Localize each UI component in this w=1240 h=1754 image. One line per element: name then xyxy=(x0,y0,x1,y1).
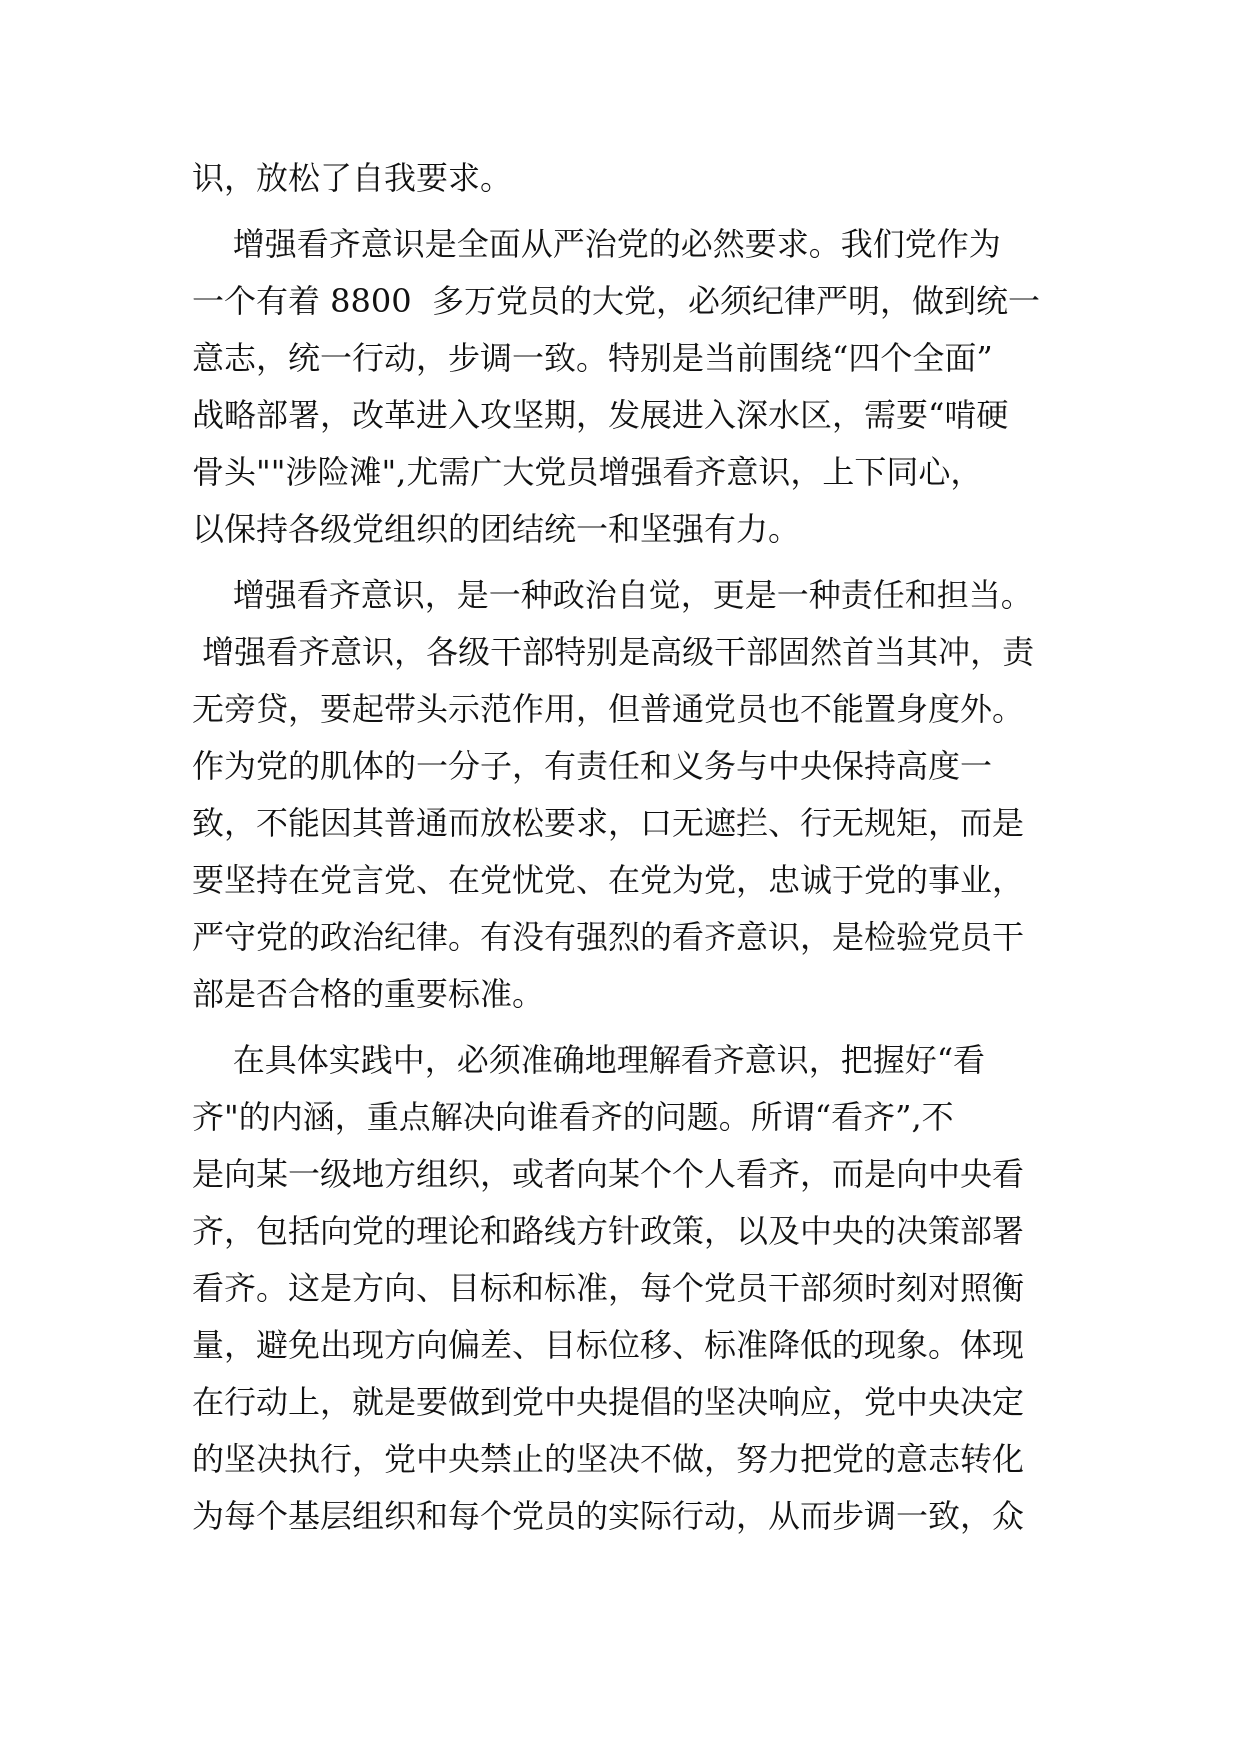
text-line: 在行动上，就是要做到党中央提倡的坚决响应，党中央决定 xyxy=(192,1383,1025,1421)
paragraph-4 xyxy=(192,1032,1072,1545)
text-line: 无旁贷，要起带头示范作用，但普通党员也不能置身度外。 xyxy=(192,690,1025,728)
text-line: 在具体实践中，必须准确地理解看齐意识，把握好“看 xyxy=(192,1041,986,1079)
text-line: 战略部署，改革进入攻坚期，发展进入深水区，需要“啃硬 xyxy=(192,396,1009,434)
paragraph-3 xyxy=(192,567,1072,1023)
text-line: 部是否合格的重要标准。 xyxy=(192,975,545,1013)
text-line: 齐"的内涵，重点解决向谁看齐的问题。所谓“看齐”,不 xyxy=(192,1098,954,1136)
text-line: 是向某一级地方组织，或者向某个个人看齐，而是向中央看 xyxy=(192,1155,1025,1193)
paragraph-2 xyxy=(192,216,1072,558)
body-text xyxy=(192,150,1072,1545)
text-line: 的坚决执行，党中央禁止的坚决不做，努力把党的意志转化 xyxy=(192,1440,1025,1478)
text-line: 增强看齐意识，各级干部特别是高级干部固然首当其冲，责 xyxy=(192,633,1035,671)
text-line: 看齐。这是方向、目标和标准，每个党员干部须时刻对照衡 xyxy=(192,1269,1025,1307)
text-line: 为每个基层组织和每个党员的实际行动，从而步调一致，众 xyxy=(192,1497,1025,1535)
text-line: 以保持各级党组织的团结统一和坚强有力。 xyxy=(192,510,801,548)
text-line: 致，不能因其普通而放松要求，口无遮拦、行无规矩，而是 xyxy=(192,804,1025,842)
text-line: 要坚持在党言党、在党忧党、在党为党，忠诚于党的事业， xyxy=(192,861,1025,899)
text-line: 作为党的肌体的一分子，有责任和义务与中央保持高度一 xyxy=(192,747,993,785)
text-line: 严守党的政治纪律。有没有强烈的看齐意识，是检验党员干 xyxy=(192,918,1025,956)
text-line: 骨头""涉险滩",尤需广大党员增强看齐意识，上下同心， xyxy=(192,453,983,491)
text-line: 增强看齐意识是全面从严治党的必然要求。我们党作为 xyxy=(192,225,1001,263)
paragraph-1 xyxy=(192,150,1072,207)
text-line: 识，放松了自我要求。 xyxy=(192,159,513,197)
text-line: 齐，包括向党的理论和路线方针政策，以及中央的决策部署 xyxy=(192,1212,1025,1250)
text-line: 一个有着 8800 多万党员的大党，必须纪律严明，做到统一 xyxy=(192,282,1040,320)
text-line: 量，避免出现方向偏差、目标位移、标准降低的现象。体现 xyxy=(192,1326,1025,1364)
text-line: 增强看齐意识，是一种政治自觉，更是一种责任和担当。 xyxy=(192,576,1033,614)
text-line: 意志，统一行动，步调一致。特别是当前围绕“四个全面” xyxy=(192,339,993,377)
